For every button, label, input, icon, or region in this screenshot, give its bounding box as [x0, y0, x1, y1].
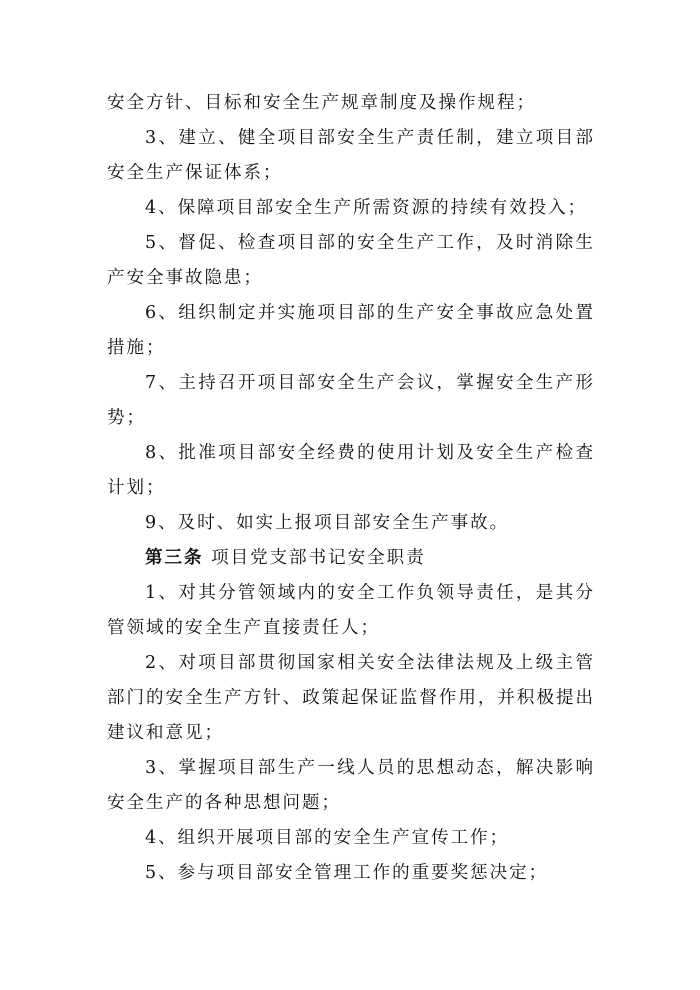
secretary-duty-3: 3、掌握项目部生产一线人员的思想动态，解决影响安全生产的各种思想问题； [107, 758, 595, 813]
document-body [107, 86, 595, 891]
duty-item-5: 5、督促、检查项目部的安全生产工作，及时消除生产安全事故隐患； [107, 233, 595, 288]
secretary-duty-1: 1、对其分管领域内的安全工作负领导责任，是其分管领域的安全生产直接责任人； [107, 583, 595, 638]
secretary-duty-2: 2、对项目部贯彻国家相关安全法律法规及上级主管部门的安全生产方针、政策起保证监督作用，并积极提出建议和意见； [107, 653, 595, 743]
duty-item-9: 9、及时、如实上报项目部安全生产事故。 [145, 513, 510, 533]
duty-item-3: 3、建立、健全项目部安全生产责任制，建立项目部安全生产保证体系； [107, 128, 595, 183]
secretary-duty-4: 4、组织开展项目部的安全生产宣传工作； [145, 828, 510, 848]
duty-item-7: 7、主持召开项目部安全生产会议，掌握安全生产形势； [107, 373, 595, 428]
secretary-duty-5: 5、参与项目部安全管理工作的重要奖惩决定； [145, 863, 549, 883]
continued-paragraph: 安全方针、目标和安全生产规章制度及操作规程； [107, 93, 536, 113]
duty-item-8: 8、批准项目部安全经费的使用计划及安全生产检查计划； [107, 443, 595, 498]
article-title: 项目党支部书记安全职责 [211, 548, 426, 568]
duty-item-6: 6、组织制定并实施项目部的生产安全事故应急处置措施； [107, 303, 595, 358]
duty-item-4: 4、保障项目部安全生产所需资源的持续有效投入； [145, 198, 588, 218]
article-number: 第三条 [145, 548, 204, 568]
article-3-heading [107, 541, 595, 576]
